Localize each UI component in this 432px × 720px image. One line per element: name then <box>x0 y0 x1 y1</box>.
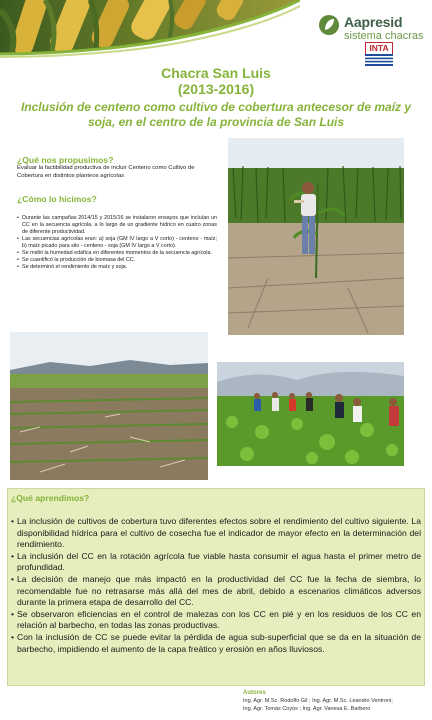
proposal-heading: ¿Qué nos propusimos? <box>17 155 114 165</box>
inta-logo-text: INTA <box>365 42 393 55</box>
poster-title-line1: Chacra San Luis <box>161 65 271 81</box>
aapresid-logo <box>318 12 428 46</box>
proposal-text: Evaluar la factibilidad productiva de incluir Centeno como Cultivo de Cobertura en distintos planteos agrícolas <box>17 165 195 179</box>
aapresid-leaf-icon <box>318 14 340 36</box>
learned-item: • La decisión de manejo que más impactó en la productividad del CC fue la fecha de siembra, lo recomendable fue no retrasarse más allá del mes de abril, debido a escenarios climáticos adversos durante la primera etapa de desarrollo del CC. <box>11 574 421 609</box>
method-item: • Se determinó el rendimiento de maíz y soja. <box>17 264 217 271</box>
authors-heading: Autores <box>243 690 266 696</box>
learned-heading: ¿Qué aprendimos? <box>11 493 90 503</box>
photo-stubble-field-landscape <box>10 332 208 480</box>
method-list <box>17 215 217 271</box>
photo-corn-field-researcher <box>228 138 404 335</box>
authors-line-1: Ing. Agr. M.Sc. Rodolfo Gil ; Ing. Agr. M.Sc. Leandro Ventroni; <box>243 698 393 704</box>
inta-logo <box>365 42 391 66</box>
photo-soybean-field-group <box>217 362 404 466</box>
aapresid-brand-name: Aapresid <box>344 14 403 30</box>
header-banner-image <box>0 0 300 58</box>
authors-line-2: Ing. Agr. Tomás Coyos ; Ing. Agr. Vanesa E. Barbero <box>243 706 371 712</box>
method-item: • Durante las campañas 2014/15 y 2015/16 se instalaron ensayos que incluían un CC en la secuencia agrícola, a lo largo de un gradiente hídrico en cuatro zonas de diferente productividad. <box>17 215 217 236</box>
poster-title-line2: (2013-2016) <box>177 81 255 97</box>
learned-item: • La inclusión del CC en la rotación agrícola fue viable hasta consumir el agua hasta el primer metro de profundidad. <box>11 551 421 574</box>
poster-subtitle: Inclusión de centeno como cultivo de cobertura antecesor de maíz y soja, en el centro de la provincia de San Luis <box>20 100 412 129</box>
poster-title <box>0 65 432 97</box>
aapresid-program-name: sistema chacras <box>344 30 424 42</box>
learned-list <box>11 516 421 655</box>
learned-item: • La inclusión de cultivos de cobertura tuvo diferentes efectos sobre el rendimiento del cultivo siguiente. La disponibilidad hídrica para el cultivo de cosecha fue el indicador de mayor efecto en la determinación del rendimiento. <box>11 516 421 551</box>
method-item: • Se midió la humedad edáfica en diferentes momentos de la secuencia agrícola. <box>17 250 217 257</box>
method-item: • Las secuencias agrícolas eran: a) soja (GM IV largo a V corto) - centeno - maíz; b) maíz picado para silo - centeno - soja (GM IV largo a V corto). <box>17 236 217 250</box>
learned-item: • Con la inclusión de CC se puede evitar la pérdida de agua sub-superficial que se da en la situación de barbecho, impidiendo el aumento de la capa freático y erosión en años lluviosos. <box>11 632 421 655</box>
method-item: • Se cuantificó la producción de biomasa del CC. <box>17 257 217 264</box>
learned-item: • Se observaron eficiencias en el control de malezas con los CC en pié y en los residuos de los CC en relación al barbecho, en todas las zonas productivas. <box>11 609 421 632</box>
method-heading: ¿Cómo lo hicimos? <box>17 194 97 204</box>
